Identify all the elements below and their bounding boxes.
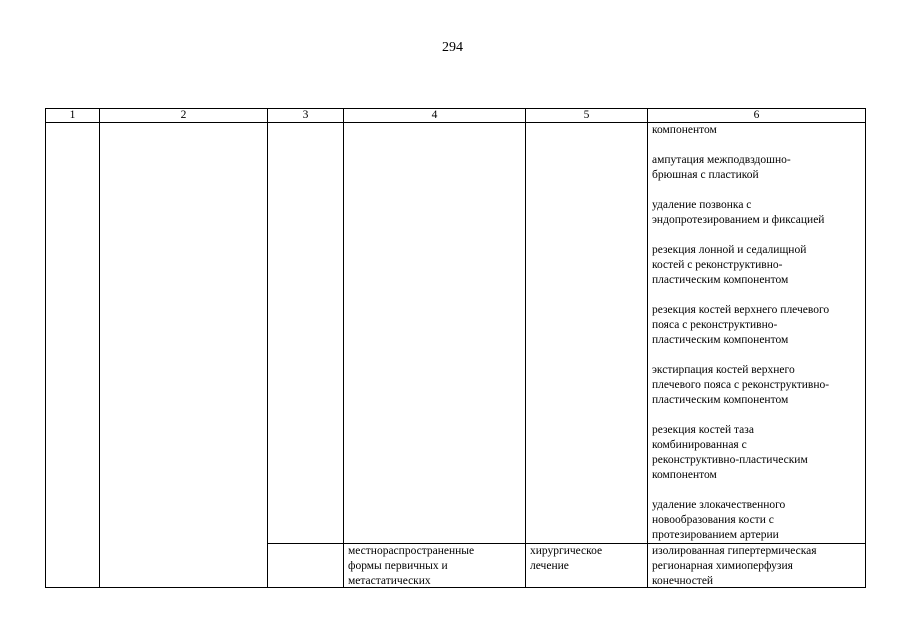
column-header-2: 2 <box>100 109 268 123</box>
cell-col4 <box>344 123 526 544</box>
cell-col1 <box>46 123 100 588</box>
procedure-entry: резекция костей верхнего плечевого пояса с реконструктивно- пластическим компонентом <box>652 304 830 346</box>
procedure-entry: резекция костей таза комбинированная с реконструктивно-пластическим компонентом <box>652 424 808 481</box>
table-header-row <box>46 109 866 123</box>
cell-col4-condition: местнораспространенные формы первичных и метастатических <box>344 544 526 588</box>
procedures-table <box>45 108 866 588</box>
column-header-4: 4 <box>344 109 526 123</box>
column-header-1: 1 <box>46 109 100 123</box>
table-row <box>46 123 866 544</box>
cell-col3 <box>268 544 344 588</box>
procedure-entry: экстирпация костей верхнего плечевого пояса с реконструктивно- пластическим компонентом <box>652 364 830 406</box>
cell-col5-treatment: хирургическое лечение <box>526 544 648 588</box>
cell-col5 <box>526 123 648 544</box>
cell-col2 <box>100 123 268 588</box>
column-header-6: 6 <box>648 109 866 123</box>
page-number: 294 <box>442 40 463 55</box>
procedure-entry: удаление позвонка с эндопротезированием и фиксацией <box>652 199 825 226</box>
column-header-3: 3 <box>268 109 344 123</box>
procedure-entry: ампутация межподвздошно- брюшная с пластикой <box>652 154 791 181</box>
procedure-entry: резекция лонной и седалищной костей с реконструктивно- пластическим компонентом <box>652 244 807 286</box>
cell-col6-procedure: изолированная гипертермическая регионарная химиоперфузия конечностей <box>648 544 866 588</box>
cell-col6-procedures <box>648 123 866 544</box>
column-header-5: 5 <box>526 109 648 123</box>
cell-col3 <box>268 123 344 544</box>
procedure-entry: удаление злокачественного новообразования кости с протезированием артерии <box>652 499 786 541</box>
procedure-entry: компонентом <box>652 124 717 136</box>
